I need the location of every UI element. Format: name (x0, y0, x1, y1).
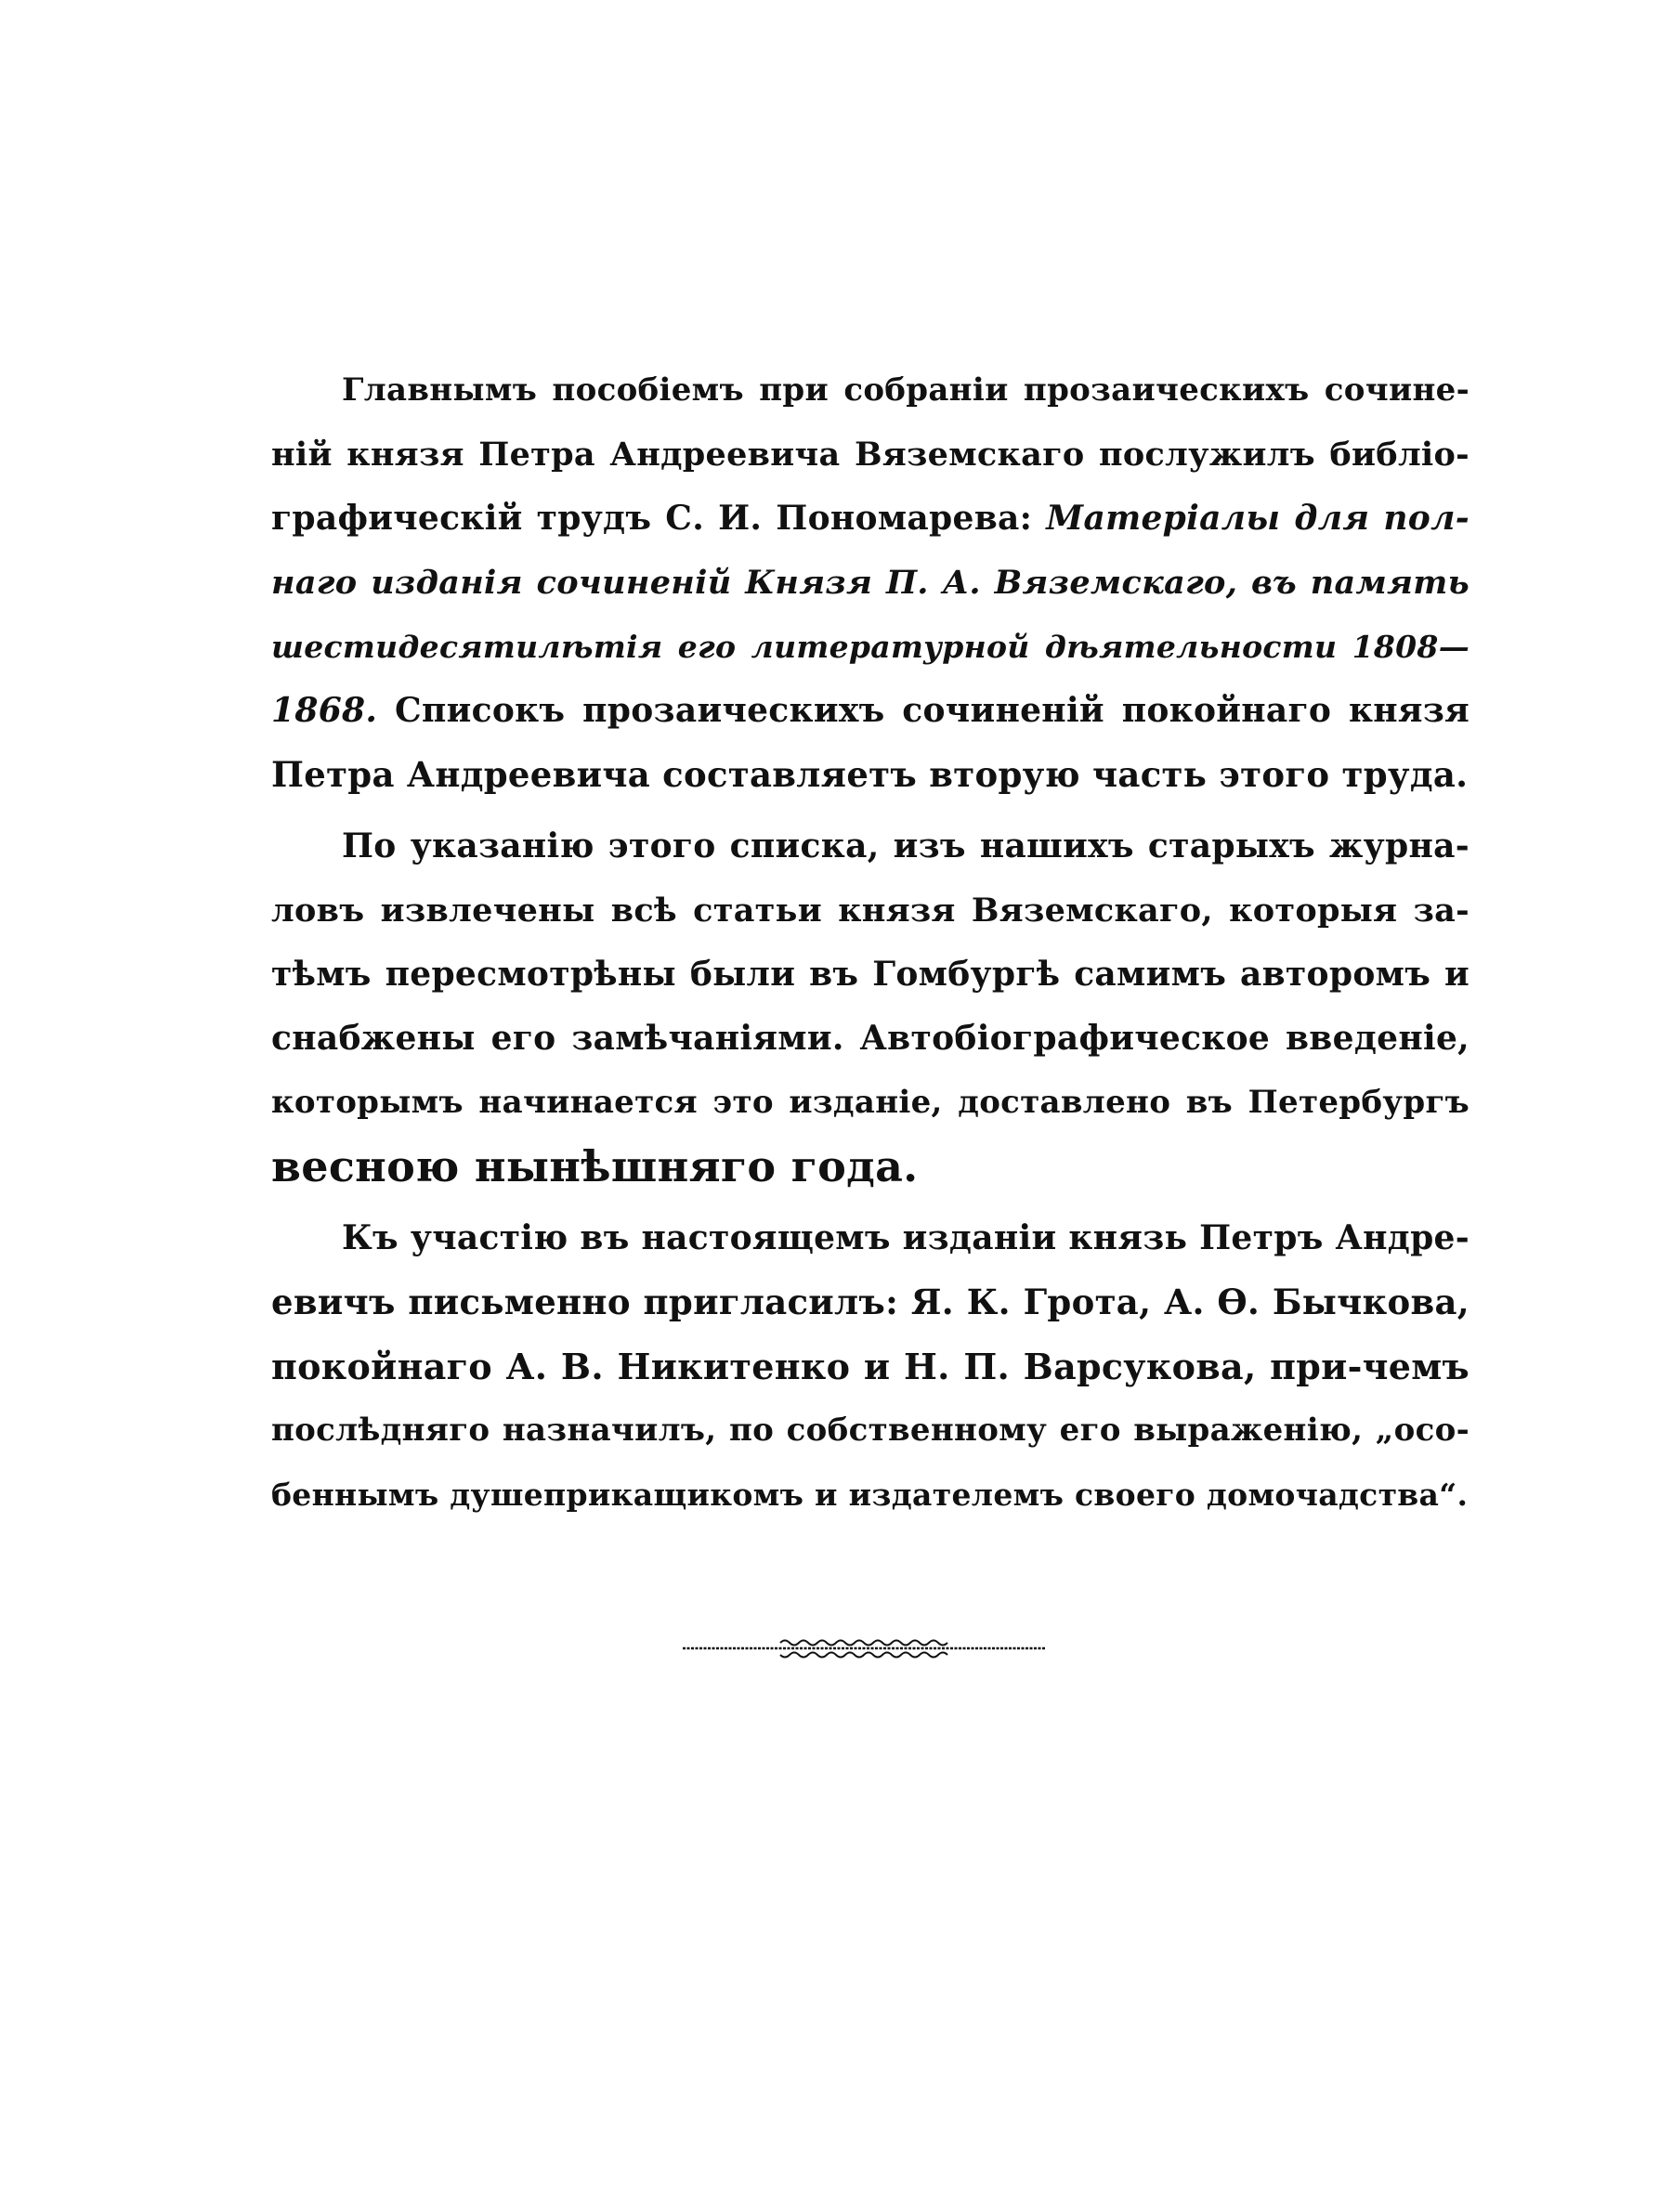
text-line (271, 1334, 1470, 1399)
text-line (271, 1463, 1470, 1527)
text-line (271, 1206, 1470, 1270)
body-text: беннымъ душеприкащикомъ и издателемъ своего домочадства“. (271, 1477, 1469, 1513)
text-line (271, 1135, 1470, 1199)
italic-text: 1868. (271, 691, 378, 730)
text-line (271, 358, 1470, 423)
body-text: ній князя Петра Андреевича Вяземскаго послужилъ библіо- (271, 436, 1470, 474)
preface-text (271, 358, 1470, 1527)
text-line (271, 423, 1470, 487)
body-text: Петра Андреевича составляетъ вторую часть этого труда. (271, 754, 1469, 795)
text-line (271, 1399, 1470, 1463)
paragraph (271, 358, 1470, 807)
text-line (271, 1071, 1470, 1135)
text-line (271, 943, 1470, 1007)
paragraph (271, 814, 1470, 1199)
body-text: ловъ извлечены всѣ статьи князя Вяземскаго, которыя за- (271, 891, 1470, 930)
text-line (271, 878, 1470, 943)
body-text: тѣмъ пересмотрѣны были въ Гомбургѣ самимъ авторомъ и (271, 955, 1470, 994)
text-line (271, 814, 1470, 878)
text-line (271, 487, 1470, 551)
body-text: послѣдняго назначилъ, по собственному его выраженію, „осо- (271, 1412, 1470, 1449)
body-text: которымъ начинается это изданіе, доставлено въ Петербургъ (271, 1084, 1470, 1121)
body-text: Къ участію въ настоящемъ изданіи князь Петръ Андре- (342, 1218, 1470, 1257)
body-text: Главнымъ пособіемъ при собраніи прозаическихъ сочине- (342, 371, 1470, 409)
text-line (271, 743, 1470, 807)
wavy-rule-ornament-icon (683, 1630, 1045, 1667)
italic-text: наго изданія сочиненій Князя П. А. Вяземскаго, въ память (271, 564, 1470, 602)
body-text: Списокъ прозаическихъ сочиненій покойнаго князя (377, 691, 1470, 730)
body-text: По указанію этого списка, изъ нашихъ старыхъ журна- (342, 826, 1470, 865)
text-line (271, 1007, 1470, 1071)
body-text: покойнаго А. В. Никитенко и Н. П. Варсукова, при-чемъ (271, 1346, 1470, 1387)
paragraph-gap (271, 1199, 1470, 1206)
body-text: снабжены его замѣчаніями. Автобіографическое введеніе, (271, 1019, 1470, 1058)
paragraph-gap (271, 807, 1470, 814)
italic-text: Матеріалы для пол- (1046, 499, 1470, 538)
text-line (271, 1270, 1470, 1334)
body-text: графическій трудъ С. И. Пономарева: (271, 499, 1047, 538)
text-line (271, 551, 1470, 615)
body-text: весною нынѣшняго года. (271, 1141, 919, 1191)
italic-text: шестидесятилѣтія его литературной дѣятельности 1808— (271, 629, 1470, 665)
text-line (271, 679, 1470, 743)
text-line (271, 615, 1470, 679)
body-text: евичъ письменно пригласилъ: Я. К. Грота, А. Ѳ. Бычкова, (271, 1282, 1470, 1322)
paragraph (271, 1206, 1470, 1527)
